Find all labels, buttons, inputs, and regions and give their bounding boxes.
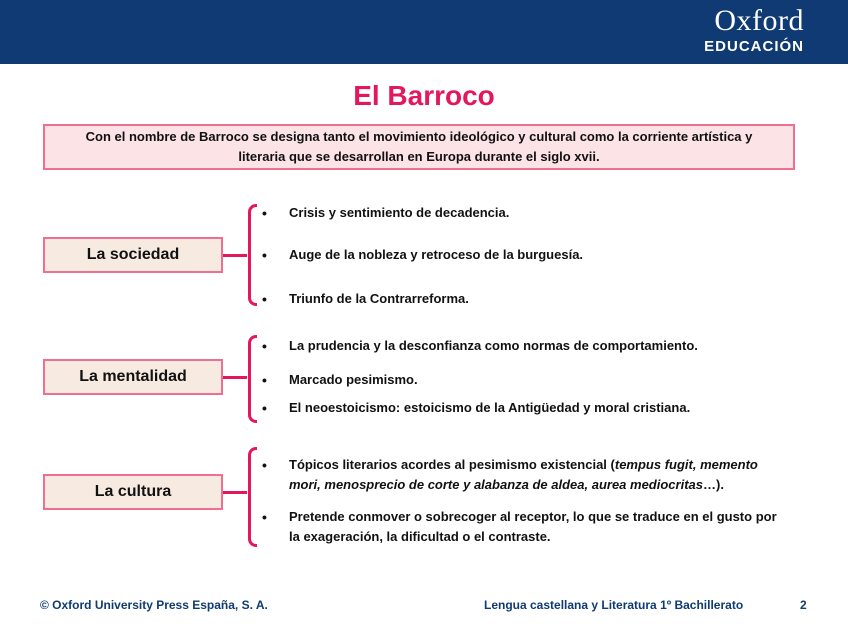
section-label-text: La mentalidad xyxy=(79,368,187,385)
list-item: • Triunfo de la Contrarreforma. xyxy=(262,289,789,309)
header-bar xyxy=(0,0,848,64)
list-item-text: …). xyxy=(703,477,724,492)
list-item-text: Tópicos literarios acordes al pesimismo existencial ( xyxy=(289,457,615,472)
footer-copyright: © Oxford University Press España, S. A. xyxy=(40,598,268,612)
section-label-sociedad xyxy=(43,237,223,273)
connector-line xyxy=(223,491,247,494)
list-item: • La prudencia y la desconfianza como normas de comportamiento. xyxy=(262,336,789,356)
list-item-italic-text: tempus fugit, memento mori, menosprecio de corte y alabanza de aldea, aurea mediocritas xyxy=(289,457,758,492)
connector-line xyxy=(223,254,247,257)
list-item: • Auge de la nobleza y retroceso de la burguesía. xyxy=(262,245,789,265)
bracket xyxy=(248,335,257,423)
list-item: • Crisis y sentimiento de decadencia. xyxy=(262,203,789,223)
section-label-text: La sociedad xyxy=(86,246,180,263)
page-title: El Barroco xyxy=(353,80,495,111)
connector-line xyxy=(223,376,247,379)
bracket xyxy=(248,447,257,547)
intro-box xyxy=(43,124,795,170)
section-label-text: La cultura xyxy=(94,483,172,500)
oxford-logo: Oxford xyxy=(714,4,804,37)
section-label-cultura xyxy=(43,474,223,510)
section-label-mentalidad xyxy=(43,359,223,395)
oxford-logo-subtitle: EDUCACIÓN xyxy=(704,38,804,55)
footer-course: Lengua castellana y Literatura 1º Bachillerato xyxy=(484,598,744,612)
list-item: • El neoestoicismo: estoicismo de la Antigüedad y moral cristiana. xyxy=(262,398,789,418)
page-number: 2 xyxy=(800,598,807,612)
list-item: • Marcado pesimismo. xyxy=(262,370,789,390)
list-item: • Pretende conmover o sobrecoger al receptor, lo que se traduce en el gusto por la exageración, la dificultad o el contraste. xyxy=(262,507,789,547)
list-item xyxy=(262,455,789,495)
intro-text: Con el nombre de Barroco se designa tanto el movimiento ideológico y cultural como la corriente artística y literaria que se desarrollan en Europa durante el siglo xvii. xyxy=(85,129,753,164)
bracket xyxy=(248,204,257,306)
